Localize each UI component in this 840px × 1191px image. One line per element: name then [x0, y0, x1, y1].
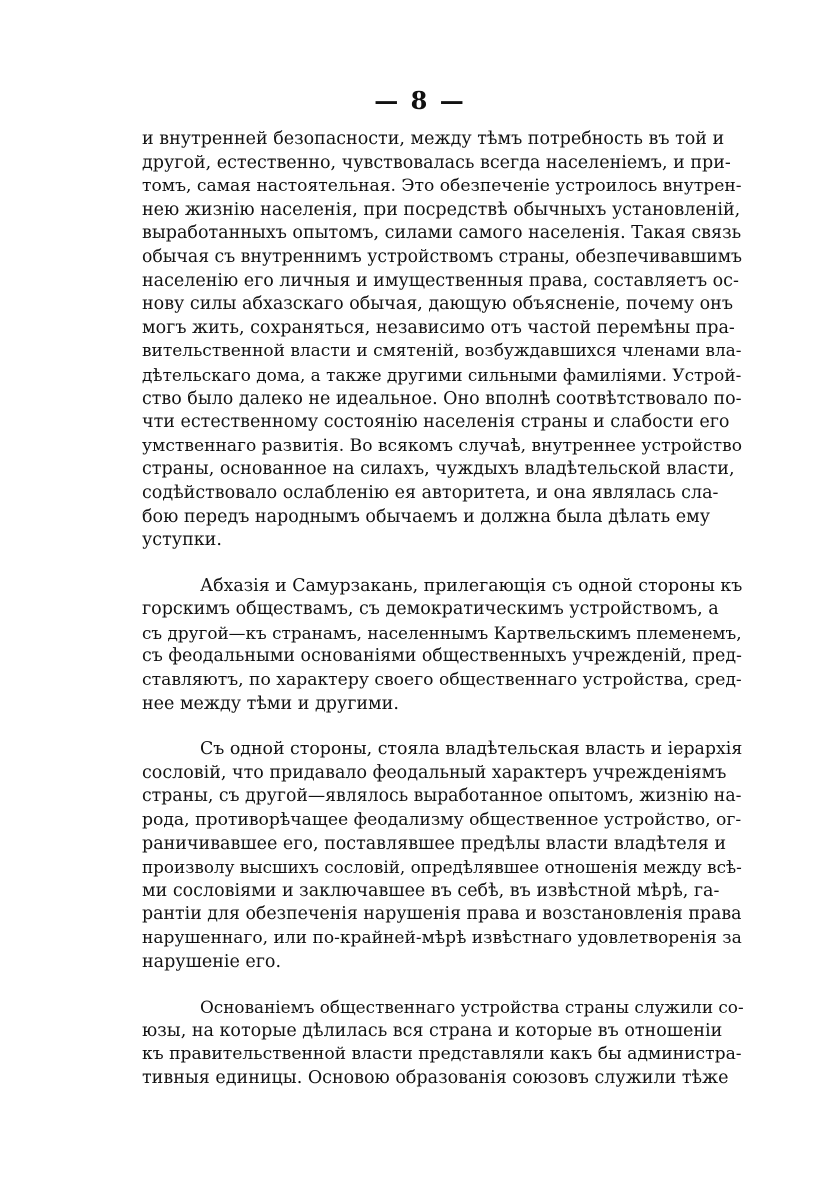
text-line: вительственной власти и смятеній, возбуждавшихся членами вла- [142, 341, 742, 362]
text-line: могъ жить, сохраняться, независимо отъ частой перемѣны пра- [142, 317, 735, 338]
text-line: нею жизнію населенія, при посредствѣ обычныхъ установленій, [142, 199, 741, 220]
text-line: юзы, на которые дѣлилась вся страна и которые въ отношеніи [142, 1020, 723, 1041]
text-line: нарушеніе его. [142, 951, 282, 972]
paragraph-1 [142, 128, 742, 553]
text-line: страны, основанное на силахъ, чуждыхъ владѣтельской власти, [142, 459, 735, 480]
text-line: произволу высшихъ сословій, опредѣлявшее отношенія между всѣ- [142, 857, 742, 878]
text-line: другой, естественно, чувствовалась всегда населеніемъ, и при- [142, 152, 731, 173]
paragraph-gap [142, 974, 742, 996]
text-line: нову силы абхазскаго обычая, дающую объясненіе, почему онъ [142, 294, 733, 315]
text-line: дѣтельскаго дома, а также другими сильными фамиліями. Устрой- [142, 364, 742, 385]
text-line: тивныя единицы. Основою образованія союзовъ служили тѣже [142, 1067, 729, 1088]
text-line: ставляютъ, по характеру своего общественнаго устройства, сред- [142, 670, 742, 691]
text-line: рантіи для обезпеченія нарушенія права и возстановленія права [142, 904, 742, 925]
paragraph-gap [142, 553, 742, 575]
text-line: населенію его личныя и имущественныя права, составляетъ ос- [142, 270, 739, 291]
text-line: страны, съ другой—являлось выработанное опытомъ, жизнію на- [142, 786, 742, 807]
text-line: съ феодальными основаніями общественныхъ учрежденій, пред- [142, 646, 742, 667]
text-line: ми сословіями и заключавшее въ себѣ, въ извѣстной мѣрѣ, га- [142, 880, 720, 901]
page-number: — 8 — [374, 86, 466, 115]
text-line: обычая съ внутреннимъ устройствомъ страны, обезпечивавшимъ [142, 246, 743, 267]
text-line: уступки. [142, 530, 222, 551]
paragraph-3 [142, 738, 742, 974]
text-line: раничивавшее его, поставлявшее предѣлы власти владѣтеля и [142, 833, 727, 854]
text-line: Съ одной стороны, стояла владѣтельская власть и іерархія [200, 739, 743, 760]
text-line: бою передъ народнымъ обычаемъ и должна была дѣлать ему [142, 506, 711, 527]
paragraph-2 [142, 575, 742, 717]
text-line: Основаніемъ общественнаго устройства страны служили со- [200, 997, 744, 1018]
text-line: содѣйствовало ослабленію ея авторитета, и она являлась сла- [142, 482, 719, 503]
text-line: съ другой—къ странамъ, населеннымъ Картвельскимъ племенемъ, [142, 622, 742, 643]
text-line: сословій, что придавало феодальный характеръ учрежденіямъ [142, 762, 727, 783]
text-line: ство было далеко не идеальное. Оно вполнѣ соотвѣтствовало по- [142, 388, 742, 409]
text-line: нарушеннаго, или по-крайней-мѣрѣ извѣстнаго удовлетворенія за [142, 928, 742, 948]
paragraph-4 [142, 996, 742, 1090]
text-line: горскимъ обществамъ, съ демократическимъ устройствомъ, а [142, 599, 719, 620]
text-line: чти естественному состоянію населенія страны и слабости его [142, 412, 730, 433]
text-line: умственнаго развитія. Во всякомъ случаѣ, внутреннее устройство [142, 435, 742, 456]
body-text [142, 128, 742, 1091]
text-line: рода, противорѣчащее феодализму общественное устройство, ог- [142, 810, 742, 831]
text-line: томъ, самая настоятельная. Это обезпеченіе устроилось внутрен- [142, 176, 742, 197]
text-line: къ правительственной власти представляли какъ бы администра- [142, 1044, 742, 1065]
text-line: Абхазія и Самурзакань, прилегающія съ одной стороны къ [200, 575, 743, 596]
text-line: выработанныхъ опытомъ, силами самого населенія. Такая связь [142, 223, 742, 244]
text-line: и внутренней безопасности, между тѣмъ потребность въ той и [142, 129, 725, 149]
paragraph-gap [142, 716, 742, 738]
text-line: нее между тѣми и другими. [142, 693, 399, 714]
